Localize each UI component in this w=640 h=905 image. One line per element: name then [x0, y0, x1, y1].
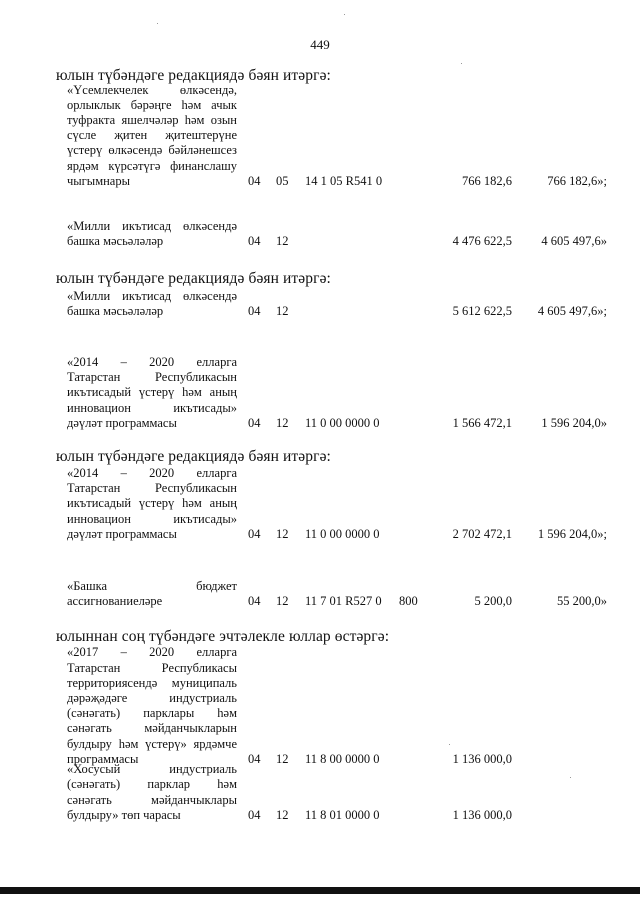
target-article-code: 11 0 00 0000 0 — [305, 415, 380, 430]
row-name-line: икътисадый үстерү һәм аның — [67, 385, 237, 400]
row-name-line: Татарстан Республикасын — [67, 370, 237, 385]
target-article-code: 14 1 05 R541 0 — [305, 173, 383, 188]
row-name-line: сәнәгать мәйданчыклары — [67, 792, 237, 807]
amount-year-1: 1 136 000,0 — [452, 807, 512, 822]
amount-year-1: 1 136 000,0 — [452, 751, 512, 766]
scan-speck — [570, 777, 571, 778]
target-article-code: 11 8 00 0000 0 — [305, 751, 380, 766]
target-article-code: 11 7 01 R527 0 — [305, 593, 382, 608]
row-name-line: сәнәгать мәйданчыкларын — [67, 721, 237, 736]
row-name-line: дәүләт программасы — [67, 526, 177, 541]
scan-speck — [449, 744, 450, 745]
budget-row — [0, 578, 640, 609]
section-code: 04 — [248, 593, 261, 608]
row-name-line: ассигнованиеләре — [67, 593, 163, 608]
amount-year-2: 4 605 497,6» — [541, 233, 607, 248]
budget-row — [0, 762, 640, 823]
section-heading: юлын түбәндәге редакциядә бәян итәргә: — [56, 270, 331, 287]
section-heading: юлын түбәндәге редакциядә бәян итәргә: — [56, 448, 331, 465]
budget-row — [0, 82, 640, 189]
row-name — [67, 355, 237, 431]
amount-year-2: 1 596 204,0»; — [537, 526, 607, 541]
expense-type-code: 800 — [399, 593, 418, 608]
amount-year-2: 766 182,6»; — [547, 173, 607, 188]
row-name — [67, 289, 237, 319]
row-name-line: территориясендә муниципаль — [67, 675, 237, 690]
row-name — [67, 579, 237, 609]
row-name-line: «Башка бюджет — [67, 578, 237, 593]
section-code: 04 — [248, 415, 261, 430]
row-name — [67, 645, 237, 767]
row-name-line: икътисадый үстерү һәм аның — [67, 496, 237, 511]
row-name-line: булдыру һәм үстерү» ярдәмче — [67, 736, 237, 751]
scan-edge-bar — [0, 887, 640, 894]
row-name — [67, 219, 237, 249]
row-name-line: Татарстан Республикасы — [67, 660, 237, 675]
row-name-line: «Милли икътисад өлкәсендә — [67, 218, 237, 233]
row-name — [67, 466, 237, 542]
scan-speck — [344, 14, 345, 15]
row-name-line: булдыру» төп чарасы — [67, 807, 181, 822]
budget-row — [0, 288, 640, 319]
row-name-line: сүсле җитен җитештерүне — [67, 128, 237, 143]
amount-year-1: 5 612 622,5 — [452, 303, 512, 318]
section-heading: юлын түбәндәге редакциядә бәян итәргә: — [56, 67, 331, 84]
subsection-code: 12 — [276, 751, 289, 766]
row-name-line: орлыклык бәрәңге һәм ачык — [67, 97, 237, 112]
row-name-line: (сәнәгать) парклары һәм — [67, 706, 237, 721]
row-name-line: «2014 – 2020 елларга — [67, 465, 237, 480]
target-article-code: 11 8 01 0000 0 — [305, 807, 380, 822]
row-name-line: башка мәсьәләләр — [67, 233, 164, 248]
row-name-line: «Хосусый индустриаль — [67, 762, 237, 777]
row-name-line: (сәнәгать) парклар һәм — [67, 777, 237, 792]
row-name-line: «2014 – 2020 елларга — [67, 354, 237, 369]
amount-year-2: 55 200,0» — [557, 593, 607, 608]
row-name-line: дәрәҗәдәге индустриаль — [67, 690, 237, 705]
subsection-code: 12 — [276, 807, 289, 822]
row-name-line: башка мәсьәләләр — [67, 303, 164, 318]
budget-row — [0, 355, 640, 431]
row-name-line: туфракта яшелчәләр һәм озын — [67, 112, 237, 127]
subsection-code: 12 — [276, 526, 289, 541]
section-code: 04 — [248, 233, 261, 248]
amount-year-2: 4 605 497,6»; — [537, 303, 607, 318]
amount-year-2: 1 596 204,0» — [541, 415, 607, 430]
budget-row — [0, 466, 640, 542]
budget-row — [0, 645, 640, 767]
row-name-line: дәүләт программасы — [67, 415, 177, 430]
amount-year-1: 1 566 472,1 — [452, 415, 512, 430]
section-code: 04 — [248, 807, 261, 822]
row-name-line: инновацион икътисады» — [67, 400, 237, 415]
row-name-line: «2017 – 2020 елларга — [67, 645, 237, 660]
section-heading: юлыннан соң түбәндәге эчтәлекле юллар өстәргә: — [56, 628, 390, 645]
row-name-line: ярдәм күрсәтүгә финанслашу — [67, 158, 237, 173]
row-name-line: үстерү өлкәсендә бәйләнешсез — [67, 143, 237, 158]
amount-year-1: 4 476 622,5 — [452, 233, 512, 248]
section-code: 04 — [248, 751, 261, 766]
subsection-code: 12 — [276, 233, 289, 248]
section-code: 04 — [248, 303, 261, 318]
scan-speck — [461, 63, 462, 64]
subsection-code: 05 — [276, 173, 289, 188]
subsection-code: 12 — [276, 303, 289, 318]
subsection-code: 12 — [276, 415, 289, 430]
row-name-line: Татарстан Республикасын — [67, 481, 237, 496]
budget-row — [0, 218, 640, 249]
page-number: 449 — [310, 37, 330, 52]
section-code: 04 — [248, 173, 261, 188]
amount-year-1: 766 182,6 — [462, 173, 512, 188]
row-name — [67, 762, 237, 823]
scan-speck — [157, 23, 158, 24]
amount-year-1: 2 702 472,1 — [452, 526, 512, 541]
row-name-line: чыгымнары — [67, 173, 131, 188]
target-article-code: 11 0 00 0000 0 — [305, 526, 380, 541]
row-name-line: «Милли икътисад өлкәсендә — [67, 288, 237, 303]
row-name — [67, 83, 237, 189]
row-name-line: программасы — [67, 751, 139, 766]
subsection-code: 12 — [276, 593, 289, 608]
section-code: 04 — [248, 526, 261, 541]
amount-year-1: 5 200,0 — [474, 593, 512, 608]
row-name-line: «Үсемлекчелек өлкәсендә, — [67, 82, 237, 97]
row-name-line: инновацион икътисады» — [67, 511, 237, 526]
